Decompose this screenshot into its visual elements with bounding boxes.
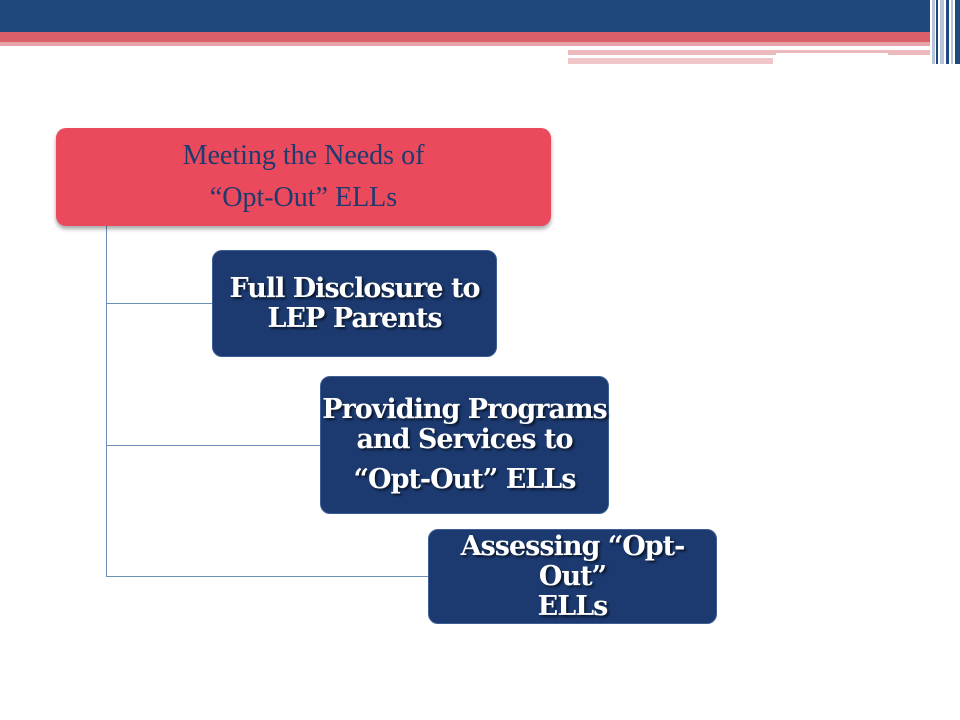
diagram-child-box-assessing: [428, 529, 717, 624]
header-stripe: [955, 0, 960, 64]
connector-branch-3: [106, 576, 428, 577]
header-bar-blue: [0, 0, 930, 32]
connector-branch-1: [106, 303, 212, 304]
diagram-child-box-full-disclosure: [212, 250, 497, 357]
diagram-root-box: [56, 128, 551, 226]
child-1-line-1: Full Disclosure to: [229, 272, 480, 304]
child-2-line-1: Providing Programs: [322, 394, 607, 425]
header-accent-line: [776, 53, 888, 55]
root-line-2: “Opt-Out” ELLs: [209, 182, 398, 213]
header-bar-pink: [0, 42, 930, 46]
header-stripe: [951, 0, 953, 64]
header-stripe: [936, 0, 938, 64]
root-line-1: Meeting the Needs of: [182, 140, 425, 171]
header-accent-bar-short: [568, 58, 773, 64]
header-stripe: [940, 0, 944, 64]
child-1-line-2: LEP Parents: [267, 302, 442, 334]
child-3-line-1: Assessing “Opt-Out”: [460, 530, 685, 592]
connector-branch-2: [106, 445, 320, 446]
child-2-line-2: and Services to: [356, 424, 573, 455]
connector-trunk: [106, 226, 107, 576]
header-bar-red: [0, 32, 930, 42]
child-2-line-3: “Opt-Out” ELLs: [353, 464, 576, 495]
header-stripe: [946, 0, 949, 64]
child-3-line-2: ELLs: [537, 590, 608, 622]
header-stripe: [932, 0, 935, 64]
diagram-child-box-providing-programs: [320, 376, 609, 514]
